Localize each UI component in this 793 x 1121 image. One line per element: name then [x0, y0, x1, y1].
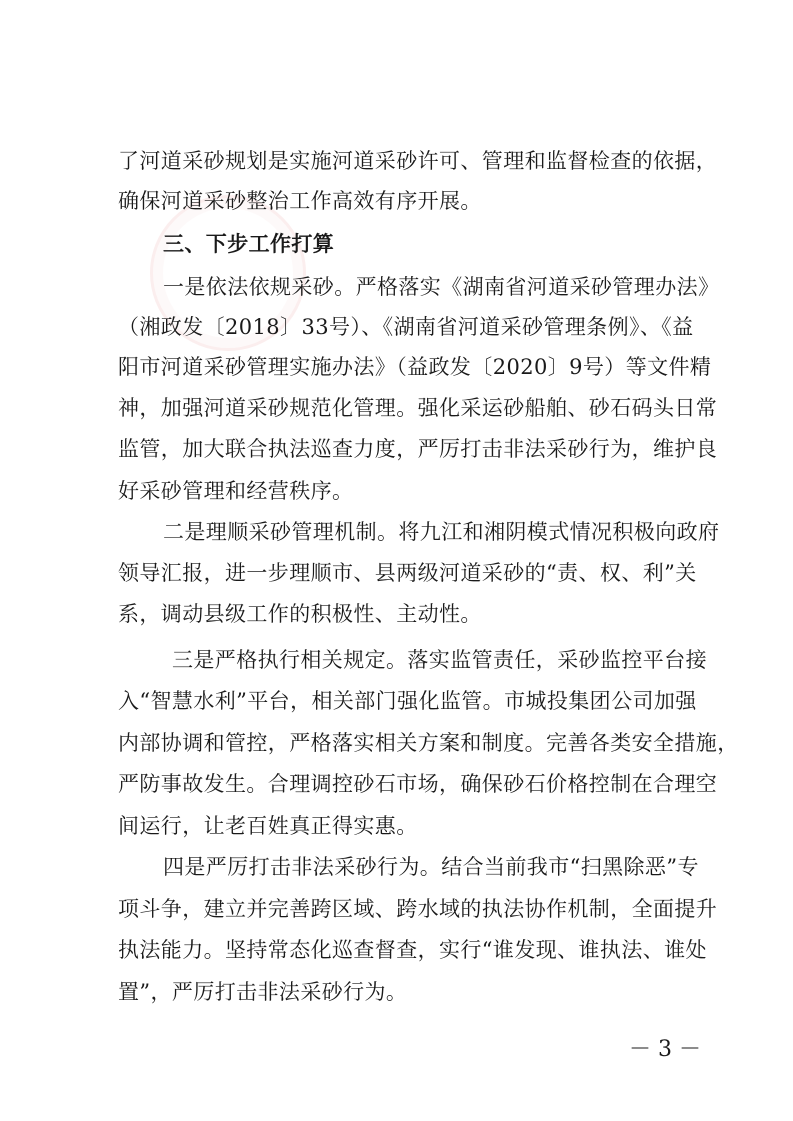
- text-line: 四是严厉打击非法采砂行为。结合当前我市“扫黑除恶”专: [163, 855, 699, 879]
- text-line: 好采砂管理和经营秩序。: [118, 479, 354, 503]
- text-line: 置”，严厉打击非法采砂行为。: [118, 980, 408, 1004]
- section-heading: 三、下步工作打算: [163, 232, 335, 256]
- text-line: 间运行，让老百姓真正得实惠。: [118, 814, 418, 838]
- text-line: 一是依法依规采砂。严格落实《湖南省河道采砂管理办法》: [163, 275, 720, 299]
- text-line: 执法能力。坚持常态化巡查督查，实行“谁发现、谁执法、谁处: [118, 938, 707, 962]
- text-line: 内部协调和管控，严格落实相关方案和制度。完善各类安全措施，: [118, 731, 739, 755]
- text-line: 确保河道采砂整治工作高效有序开展。: [118, 189, 482, 213]
- text-line: 二是理顺采砂管理机制。将九江和湘阴模式情况积极向政府: [163, 520, 720, 544]
- text-line: 监管，加大联合执法巡查力度，严厉打击非法采砂行为，维护良: [118, 437, 718, 461]
- text-line: 系，调动县级工作的积极性、主动性。: [118, 602, 482, 626]
- text-line: 了河道采砂规划是实施河道采砂许可、管理和监督检查的依据，: [118, 149, 718, 173]
- text-line: 阳市河道采砂管理实施办法》（益政发〔2020〕9号）等文件精: [118, 355, 712, 379]
- text-line: 项斗争，建立并完善跨区域、跨水域的执法协作机制，全面提升: [118, 897, 718, 921]
- text-line: 三是严格执行相关规定。落实监管责任，采砂监控平台接: [172, 648, 707, 672]
- text-line: 领导汇报，进一步理顺市、县两级河道采砂的“责、权、利”关: [118, 561, 697, 585]
- text-line: 神，加强河道采砂规范化管理。强化采运砂船舶、砂石码头日常: [118, 396, 718, 420]
- page-number: － 3 －: [629, 1037, 701, 1062]
- text-line: 入“智慧水利”平台，相关部门强化监管。市城投集团公司加强: [118, 689, 697, 713]
- text-line: 严防事故发生。合理调控砂石市场，确保砂石价格控制在合理空: [118, 772, 718, 796]
- text-line: （湘政发〔2018〕33号）、《湖南省河道采砂管理条例》、《益: [118, 315, 694, 339]
